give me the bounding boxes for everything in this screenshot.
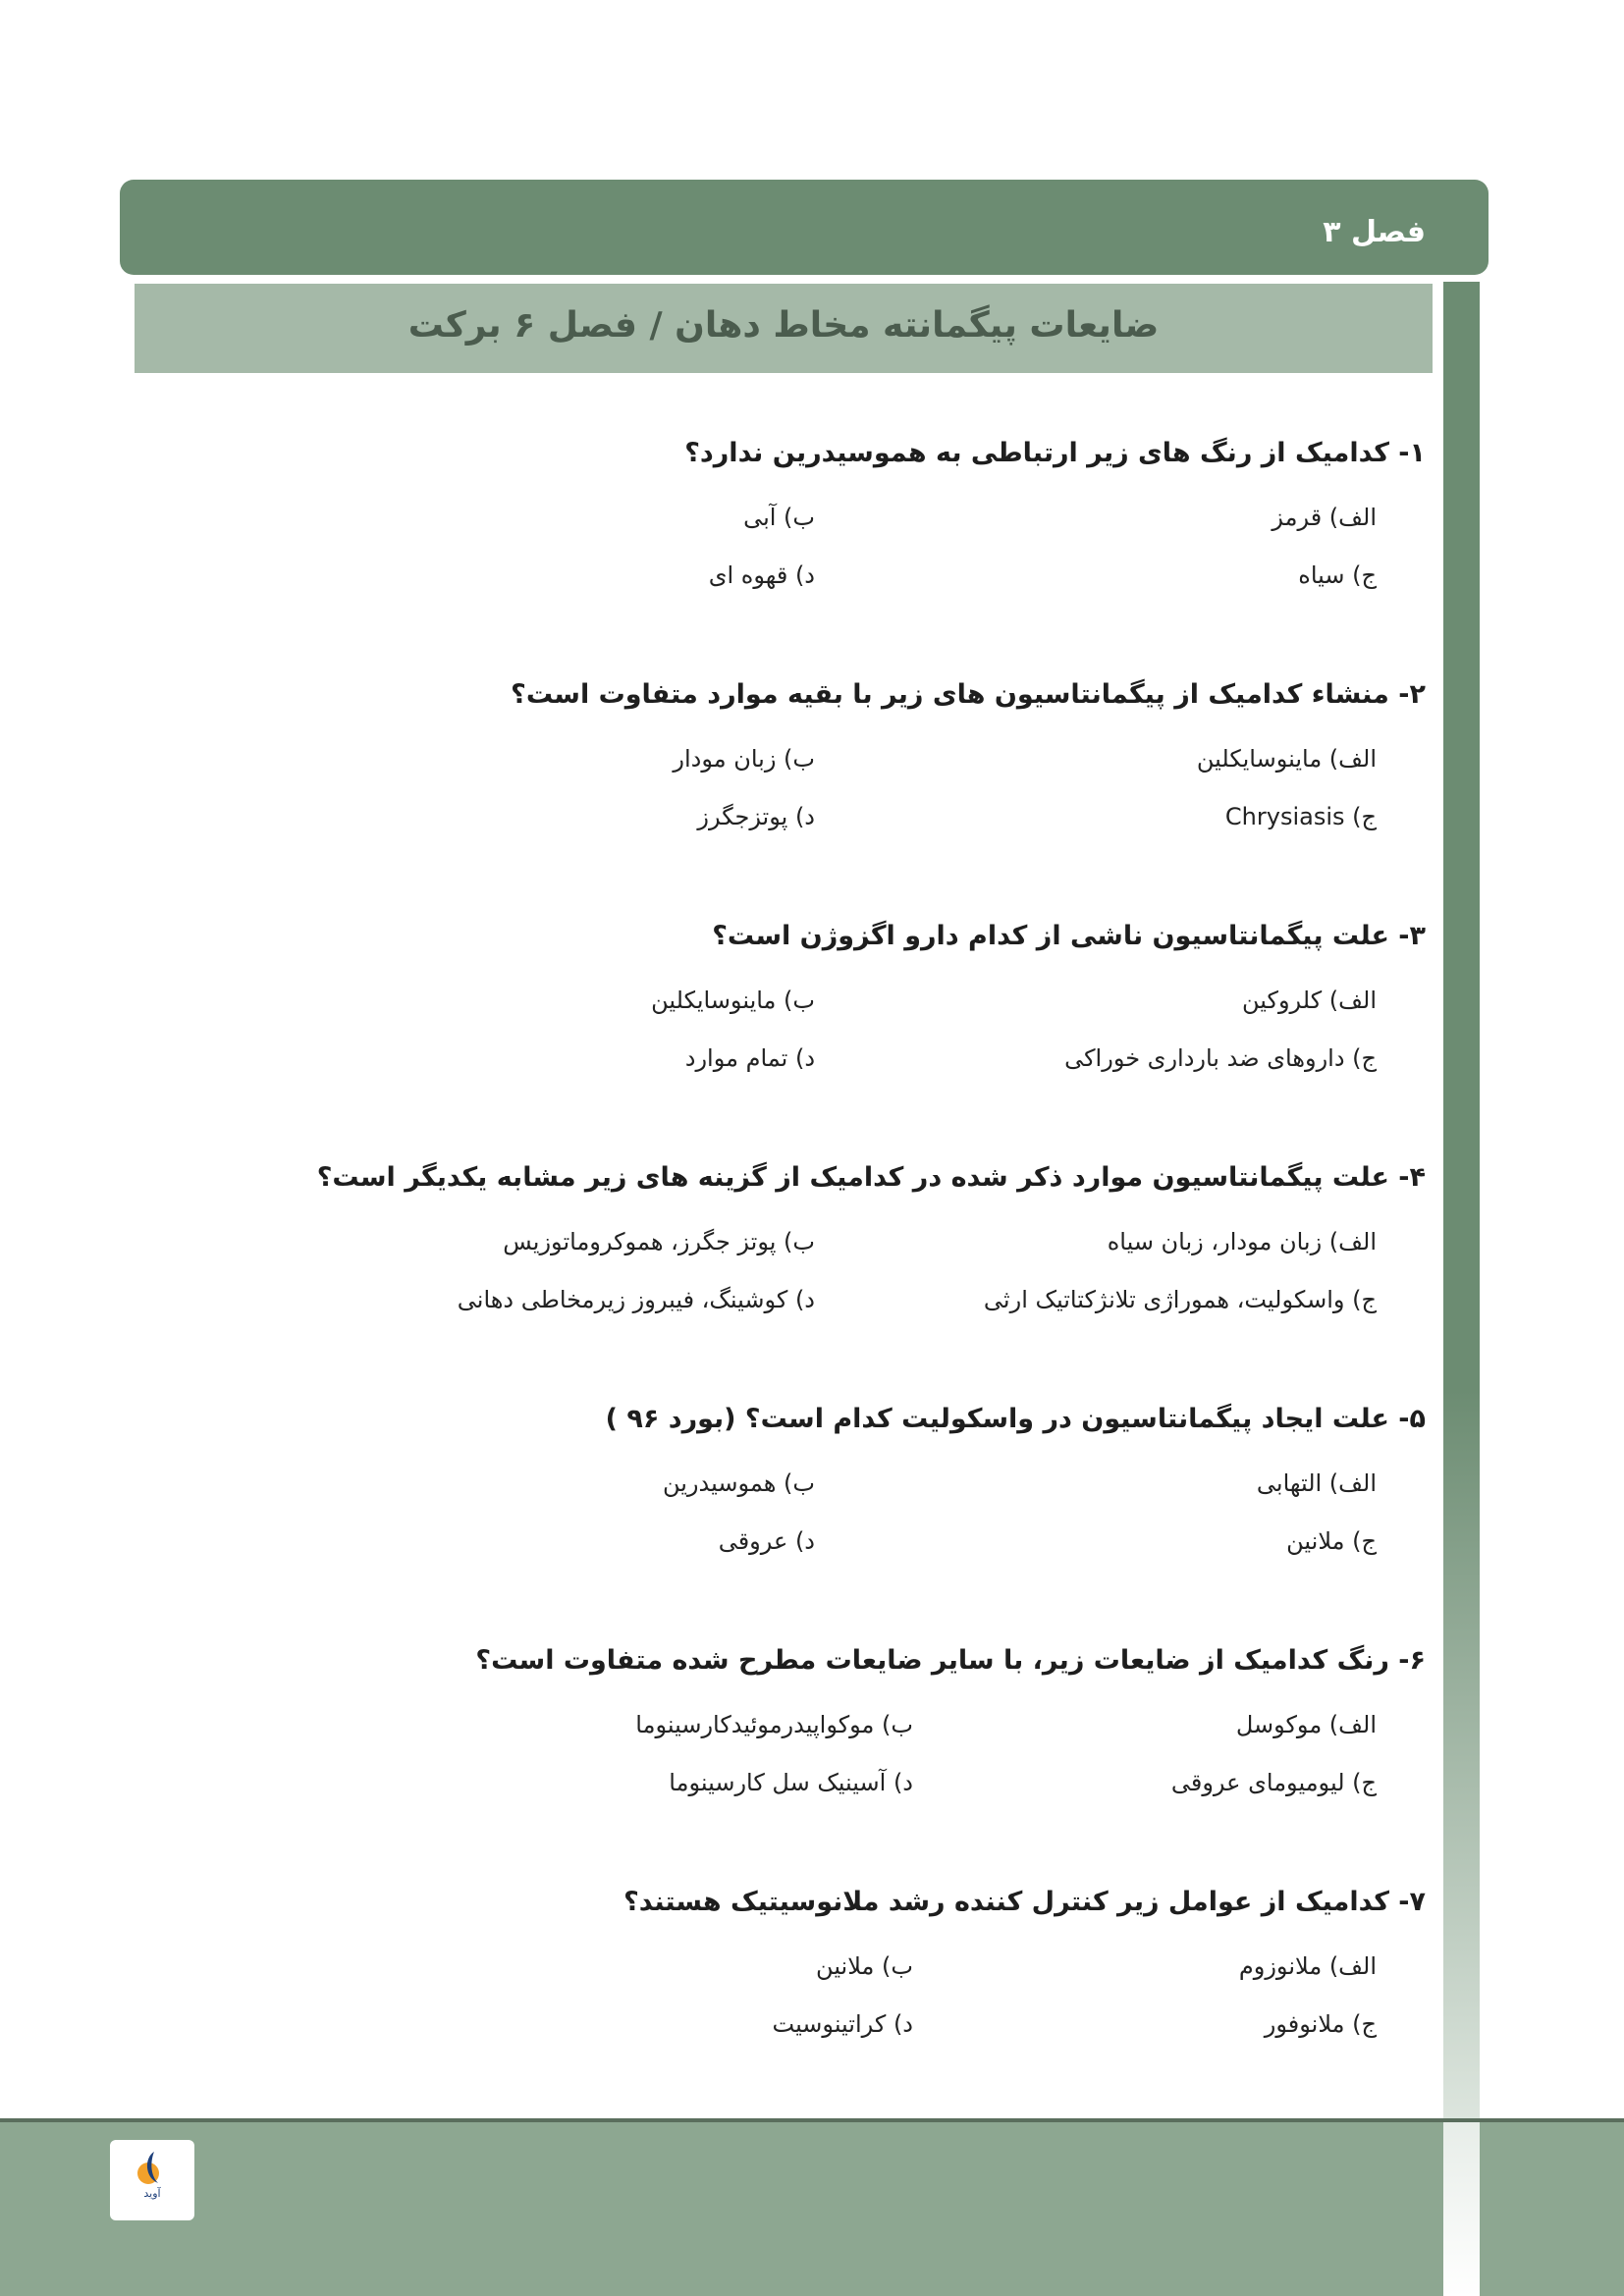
option-a: الف) التهابی [1256,1469,1377,1497]
option-a: الف) موکوسل [1235,1711,1377,1738]
title-band [135,284,1433,373]
option-a: الف) ماینوسایکلین [1196,745,1377,773]
question-3 [373,921,1426,1162]
option-c: ج) ملانین [1286,1527,1377,1555]
side-accent-bar-footer [1443,2122,1480,2296]
option-a: الف) قرمز [1272,504,1377,531]
page-title: ضایعات پیگمانته مخاط دهان / فصل ۶ برکت [407,305,1160,346]
option-b: ب) موکواپیدرموئیدکارسینوما [635,1711,913,1738]
logo-text: آوید [143,2187,161,2200]
option-d: د) پوتزجگرز [697,803,815,830]
side-accent-bar [1443,282,1480,2296]
chapter-header [120,180,1489,275]
question-text: ۷- کدامیک از عوامل زیر کنترل کننده رشد ملانوسیتیک هستند؟ [623,1887,1426,1917]
chapter-label: فصل ۳ [1323,215,1426,249]
option-c: ج) لیومیومای عروقی [1170,1769,1377,1796]
option-c: ج) ملانوفور [1264,2010,1377,2038]
option-b: ب) پوتز جگرز، هموکروماتوزیس [503,1228,815,1255]
question-text: ۲- منشاء کدامیک از پیگمانتاسیون های زیر با بقیه موارد متفاوت است؟ [511,679,1426,710]
option-d: د) قهوه ای [708,561,815,589]
option-b: ب) آبی [743,504,815,531]
option-a: الف) زبان مودار، زبان سیاه [1107,1228,1377,1255]
avid-logo-icon [131,2148,174,2187]
option-d: د) تمام موارد [684,1044,815,1072]
option-c: ج) Chrysiasis [1224,803,1377,830]
option-c: ج) سیاه [1298,561,1377,589]
option-d: د) عروقی [718,1527,815,1555]
option-b: ب) هموسیدرین [662,1469,815,1497]
question-text: ۱- کدامیک از رنگ های زیر ارتباطی به هموسیدرین ندارد؟ [684,438,1426,468]
option-c: ج) واسکولیت، هموراژی تلانژکتاتیک ارثی [983,1286,1377,1313]
question-7 [373,1887,1426,2128]
option-b: ب) ماینوسایکلین [651,987,815,1014]
option-d: د) کوشینگ، فیبروز زیرمخاطی دهانی [457,1286,815,1313]
option-b: ب) زبان مودار [673,745,815,773]
option-b: ب) ملانین [816,1952,913,1980]
publisher-logo [110,2140,194,2220]
option-a: الف) کلروکین [1242,987,1377,1014]
question-1 [373,438,1426,679]
option-d: د) آسینیک سل کارسینوما [669,1769,913,1796]
question-2 [373,679,1426,921]
question-list [316,438,1426,2128]
question-text: ۳- علت پیگمانتاسیون ناشی از کدام دارو اگزوژن است؟ [712,921,1426,951]
question-5 [373,1404,1426,1645]
question-4 [316,1162,1426,1404]
option-a: الف) ملانوزوم [1238,1952,1377,1980]
question-text: ۵- علت ایجاد پیگمانتاسیون در واسکولیت کدام است؟ (بورد ۹۶ ) [605,1404,1426,1434]
question-6 [373,1645,1426,1887]
option-c: ج) داروهای ضد بارداری خوراکی [1064,1044,1377,1072]
footer-band [0,2122,1624,2296]
question-text: ۶- رنگ کدامیک از ضایعات زیر، با سایر ضایعات مطرح شده متفاوت است؟ [475,1645,1426,1676]
option-d: د) کراتینوسیت [772,2010,913,2038]
question-text: ۴- علت پیگمانتاسیون موارد ذکر شده در کدامیک از گزینه های زیر مشابه یکدیگر است؟ [316,1162,1426,1193]
